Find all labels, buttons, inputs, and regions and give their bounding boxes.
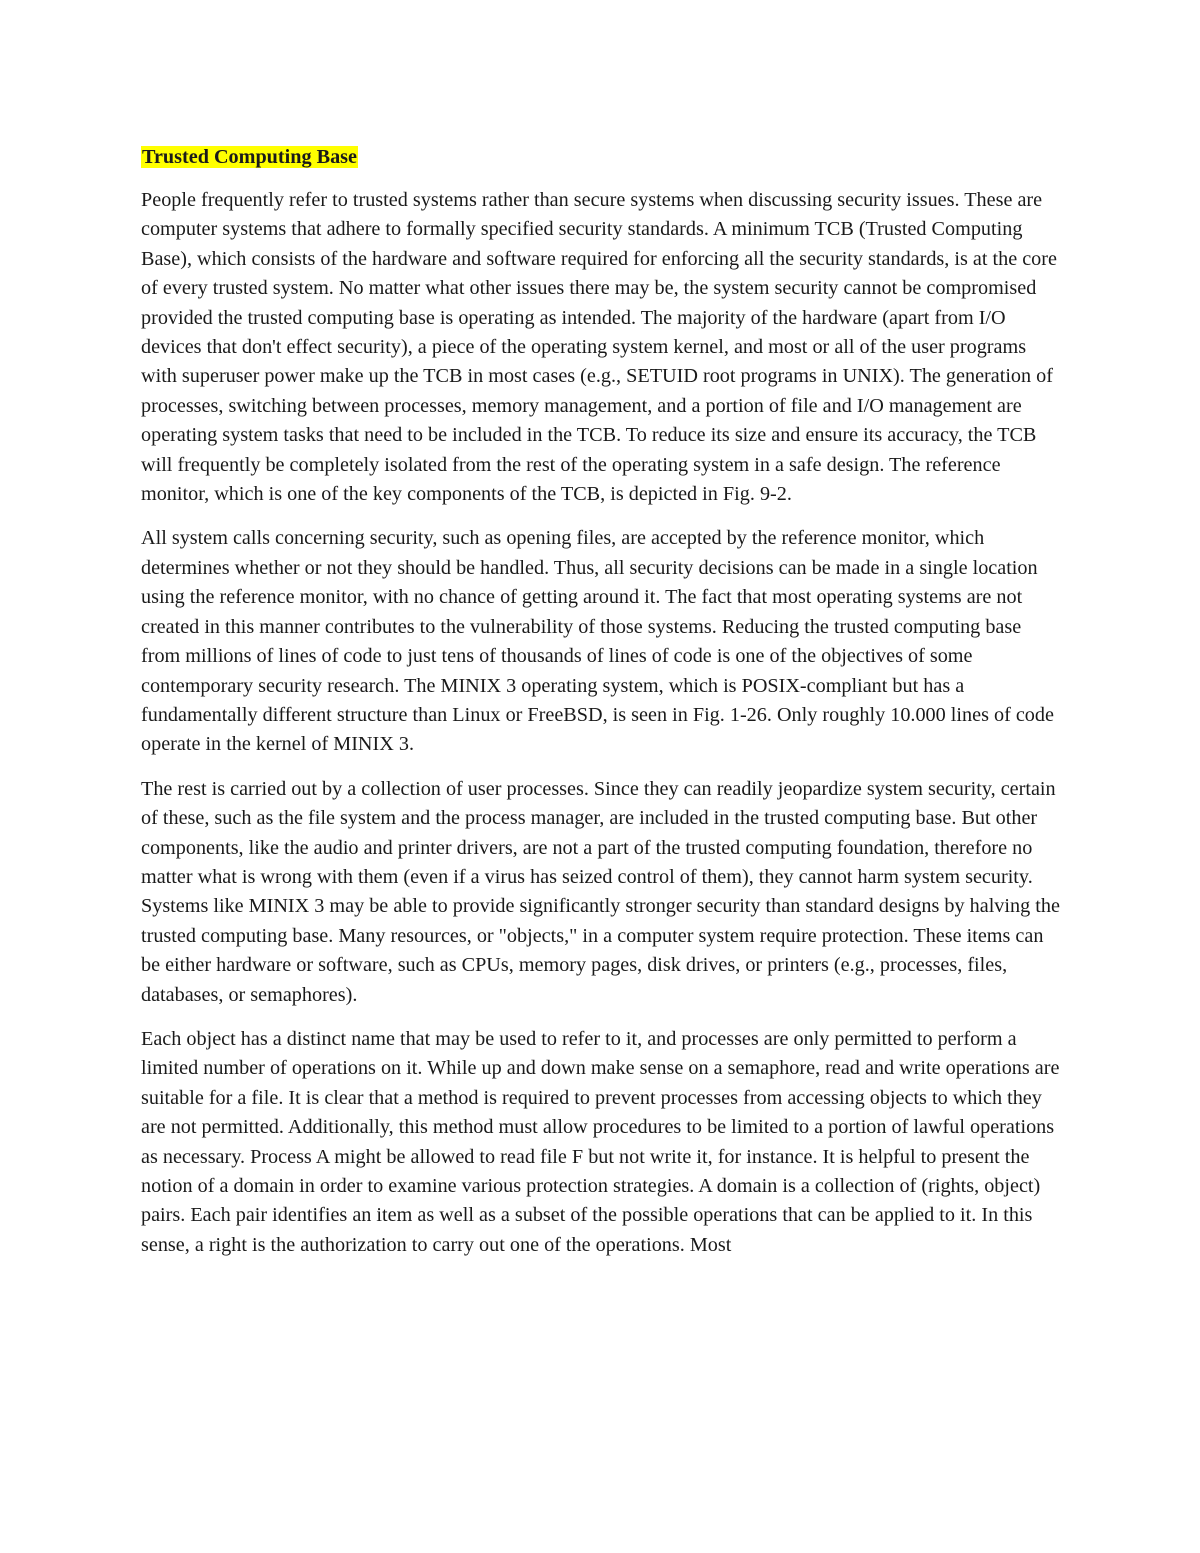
document-body xyxy=(141,140,1063,1275)
paragraph-3: The rest is carried out by a collection of user processes. Since they can readily jeopardize system security, certain of these, such as the file system and the process manager, are included in the trusted computing base. But other components, like the audio and printer drivers, are not a part of the trusted computing foundation, therefore no matter what is wrong with them (even if a virus has seized control of them), they cannot harm system security. Systems like MINIX 3 may be able to provide significantly stronger security than standard designs by halving the trusted computing base. Many resources, or "objects," in a computer system require protection. These items can be either hardware or software, such as CPUs, memory pages, disk drives, or printers (e.g., processes, files, databases, or semaphores). xyxy=(141,777,1060,1006)
paragraph-2: All system calls concerning security, such as opening files, are accepted by the reference monitor, which determines whether or not they should be handled. Thus, all security decisions can be made in a single location using the reference monitor, with no chance of getting around it. The fact that most operating systems are not created in this manner contributes to the vulnerability of those systems. Reducing the trusted computing base from millions of lines of code to just tens of thousands of lines of code is one of the objectives of some contemporary security research. The MINIX 3 operating system, which is POSIX-compliant but has a fundamentally different structure than Linux or FreeBSD, is seen in Fig. 1-26. Only roughly 10.000 lines of code operate in the kernel of MINIX 3. xyxy=(141,527,1054,756)
paragraph-4: Each object has a distinct name that may be used to refer to it, and processes are only permitted to perform a limited number of operations on it. While up and down make sense on a semaphore, read and write operations are suitable for a file. It is clear that a method is required to prevent processes from accessing objects to which they are not permitted. Additionally, this method must allow procedures to be limited to a portion of lawful operations as necessary. Process A might be allowed to read file F but not write it, for instance. It is helpful to present the notion of a domain in order to examine various protection strategies. A domain is a collection of (rights, object) pairs. Each pair identifies an item as well as a subset of the possible operations that can be applied to it. In this sense, a right is the authorization to carry out one of the operations. Most xyxy=(141,1027,1060,1256)
document-title xyxy=(141,140,1063,174)
paragraph-1: People frequently refer to trusted systems rather than secure systems when discussing security issues. These are computer systems that adhere to formally specified security standards. A minimum TCB (Trusted Computing Base), which consists of the hardware and software required for enforcing all the security standards, is at the core of every trusted system. No matter what other issues there may be, the system security cannot be compromised provided the trusted computing base is operating as intended. The majority of the hardware (apart from I/O devices that don't effect security), a piece of the operating system kernel, and most or all of the user programs with superuser power make up the TCB in most cases (e.g., SETUID root programs in UNIX). The generation of processes, switching between processes, memory management, and a portion of file and I/O management are operating system tasks that need to be included in the TCB. To reduce its size and ensure its accuracy, the TCB will frequently be completely isolated from the rest of the operating system in a safe design. The reference monitor, which is one of the key components of the TCB, is depicted in Fig. 9-2. xyxy=(141,189,1057,506)
title-highlight: Trusted Computing Base xyxy=(142,146,357,168)
